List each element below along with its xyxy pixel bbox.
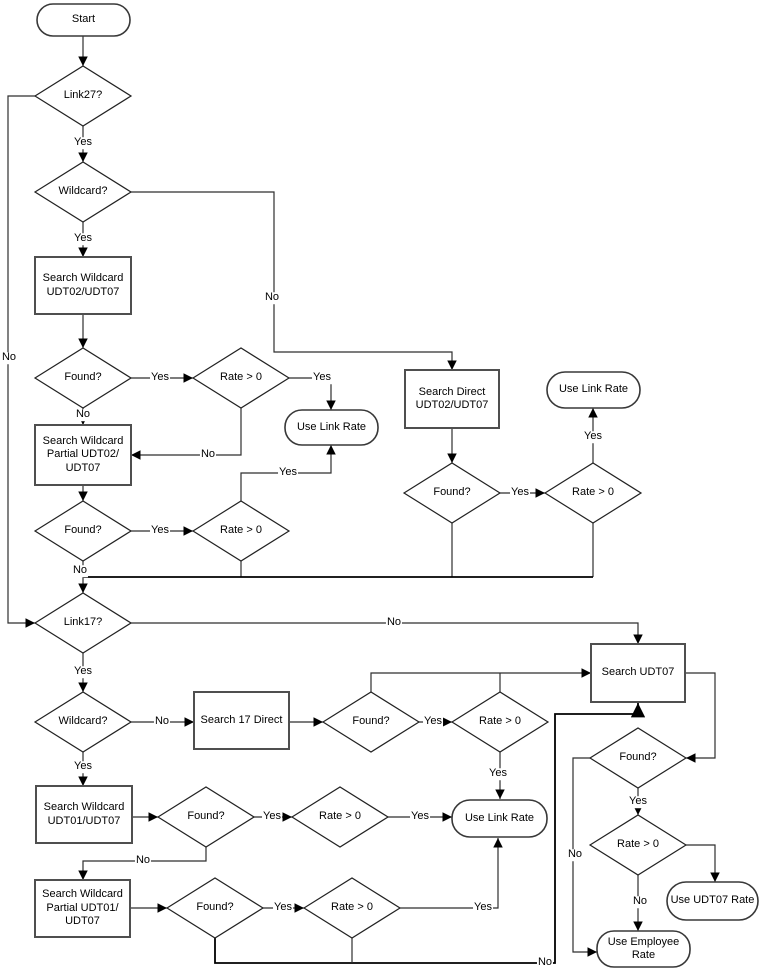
terminator-use-link-rate-2-label: Use Link Rate (558, 383, 629, 396)
edge-found-sw0107-no (83, 847, 206, 880)
edge-label-found-sw0207-no: No (75, 408, 91, 421)
process-search-wildcard-partial-0207-shape (35, 425, 131, 485)
edge-label-found-swp0107-yes: Yes (274, 901, 292, 914)
terminator-start-shape (37, 4, 130, 36)
process-search-17-direct-label: Search 17 Direct (200, 713, 283, 726)
decision-rate-udt07-shape (590, 815, 686, 875)
decision-wildcard27-label: Wildcard? (58, 185, 108, 198)
decision-rate-udt07-label: Rate > 0 (617, 838, 659, 851)
decision-rate-partial-0107-label: Rate > 0 (331, 901, 373, 914)
decision-rate-wildcard-0207-label: Rate > 0 (220, 371, 262, 384)
terminator-use-udt07-rate-shape (667, 882, 758, 920)
decision-found-udt07-shape (590, 728, 686, 788)
decision-wildcard17-label: Wildcard? (58, 715, 108, 728)
edge-label-rate-sd0207-yes: Yes (584, 430, 602, 443)
decision-found-partial-0207-shape (35, 501, 131, 561)
process-search-wildcard-0107-label: Search Wildcard UDT01/UDT07 (43, 801, 125, 827)
terminator-use-link-rate-2-shape (547, 372, 640, 408)
process-search-wildcard-0207-label: Search Wildcard UDT02/UDT07 (42, 272, 124, 298)
decision-found-17-direct-label: Found? (352, 715, 390, 728)
terminator-use-udt07-rate-label: Use UDT07 Rate (670, 894, 755, 907)
decision-rate-direct-0207-label: Rate > 0 (572, 486, 614, 499)
process-search-direct-0207-shape (405, 370, 499, 428)
terminator-start-label: Start (71, 13, 96, 26)
decision-rate-partial-0207-shape (193, 501, 289, 561)
terminator-use-link-rate-1-shape (285, 410, 378, 445)
edge-label-found-17d-yes: Yes (424, 715, 442, 728)
decision-found-partial-0107-label: Found? (196, 901, 234, 914)
edge-rate-sw0207-no (131, 408, 241, 455)
edge-label-link17-yes: Yes (74, 665, 92, 678)
decision-found-wildcard-0207-shape (35, 348, 131, 408)
edge-label-rate-17d-yes: Yes (489, 767, 507, 780)
decision-rate-partial-0207-label: Rate > 0 (220, 524, 262, 537)
edge-label-found-swp0207-no: No (72, 564, 88, 577)
terminator-use-link-rate-3-label: Use Link Rate (464, 811, 535, 824)
decision-found-wildcard-0207-label: Found? (64, 371, 102, 384)
edge-label-link27-no: No (1, 351, 17, 364)
decision-rate-17-direct-label: Rate > 0 (479, 715, 521, 728)
process-search-wildcard-0207-shape (35, 257, 131, 314)
edge-found-udt07-no (573, 758, 597, 952)
process-search-wildcard-0107-shape (36, 786, 132, 843)
process-search-wildcard-partial-0207-label: Search Wildcard Partial UDT02/ UDT07 (42, 434, 124, 474)
edge-found-17d-no-to-udt07 (371, 673, 591, 692)
decision-rate-partial-0107-shape (304, 878, 400, 938)
process-search-udt07-shape (591, 644, 685, 702)
decision-rate-wildcard-0107-shape (292, 787, 388, 847)
decision-wildcard17-shape (35, 692, 131, 752)
edge-label-found-swp0207-yes: Yes (151, 524, 169, 537)
edge-label-wildcard17-no: No (154, 715, 170, 728)
terminator-use-link-rate-3-shape (452, 800, 547, 837)
decision-link27-shape (35, 66, 131, 126)
terminator-use-link-rate-1-label: Use Link Rate (296, 420, 367, 433)
decision-link27-label: Link27? (63, 89, 103, 102)
edge-label-bottom-no: No (537, 956, 553, 969)
terminator-use-employee-rate-shape (597, 931, 690, 967)
decision-link17-shape (35, 593, 131, 653)
edge-link17-no (131, 623, 638, 644)
edge-rate-swp0107-yes (400, 838, 498, 908)
process-search-direct-0207-label: Search Direct UDT02/UDT07 (415, 385, 489, 411)
edge-label-found-sw0207-yes: Yes (151, 371, 169, 384)
edge-label-wildcard27-yes: Yes (74, 232, 92, 245)
decision-found-17-direct-shape (323, 692, 419, 752)
process-search-17-direct-shape (194, 692, 289, 749)
process-search-udt07-label: Search UDT07 (601, 666, 675, 679)
edge-wildcard27-no (131, 192, 452, 370)
edge-label-found-sd0207-yes: Yes (511, 486, 529, 499)
process-search-wildcard-partial-0107-label: Search Wildcard Partial UDT01/ UDT07 (42, 888, 123, 928)
edge-rate-swp0207-yes (241, 445, 331, 501)
edge-udt07-to-found (685, 673, 715, 758)
edge-rate-udt07-yes (686, 845, 715, 882)
edge-label-link17-no: No (386, 616, 402, 629)
edge-label-rate-sw0107-yes: Yes (411, 810, 429, 823)
edge-label-link27-yes: Yes (74, 136, 92, 149)
edge-label-rate-udt07-no: No (632, 895, 648, 908)
edge-label-rate-sw0207-yes: Yes (313, 371, 331, 384)
edge-link27-no (8, 96, 35, 623)
edge-label-wildcard27-no: No (264, 291, 280, 304)
edge-label-rate-swp0207-yes: Yes (279, 466, 297, 479)
decision-found-wildcard-0107-shape (158, 787, 254, 847)
edge-label-rate-swp0107-yes: Yes (474, 901, 492, 914)
edge-label-found-udt07-no: No (567, 848, 583, 861)
edge-label-wildcard17-yes: Yes (74, 760, 92, 773)
decision-found-udt07-label: Found? (619, 751, 657, 764)
terminator-use-employee-rate-label: Use Employee Rate (607, 935, 680, 961)
edge-label-found-sw0107-no: No (135, 854, 151, 867)
process-search-wildcard-partial-0107-shape (35, 880, 130, 937)
decision-found-direct-0207-shape (404, 463, 500, 523)
decision-rate-wildcard-0107-label: Rate > 0 (319, 810, 361, 823)
edge-rate-sw0207-yes (289, 378, 331, 410)
decision-rate-direct-0207-shape (545, 463, 641, 523)
decision-found-direct-0207-label: Found? (433, 486, 471, 499)
decision-rate-wildcard-0207-shape (193, 348, 289, 408)
edge-label-found-sw0107-yes: Yes (263, 810, 281, 823)
decision-wildcard27-shape (35, 162, 131, 222)
edge-label-rate-sw0207-no: No (200, 448, 216, 461)
decision-found-wildcard-0107-label: Found? (187, 810, 225, 823)
decision-link17-label: Link17? (63, 616, 103, 629)
decision-found-partial-0207-label: Found? (64, 524, 102, 537)
edge-label-found-udt07-yes: Yes (629, 795, 647, 808)
decision-found-partial-0107-shape (167, 878, 263, 938)
decision-rate-17-direct-shape (452, 692, 548, 752)
